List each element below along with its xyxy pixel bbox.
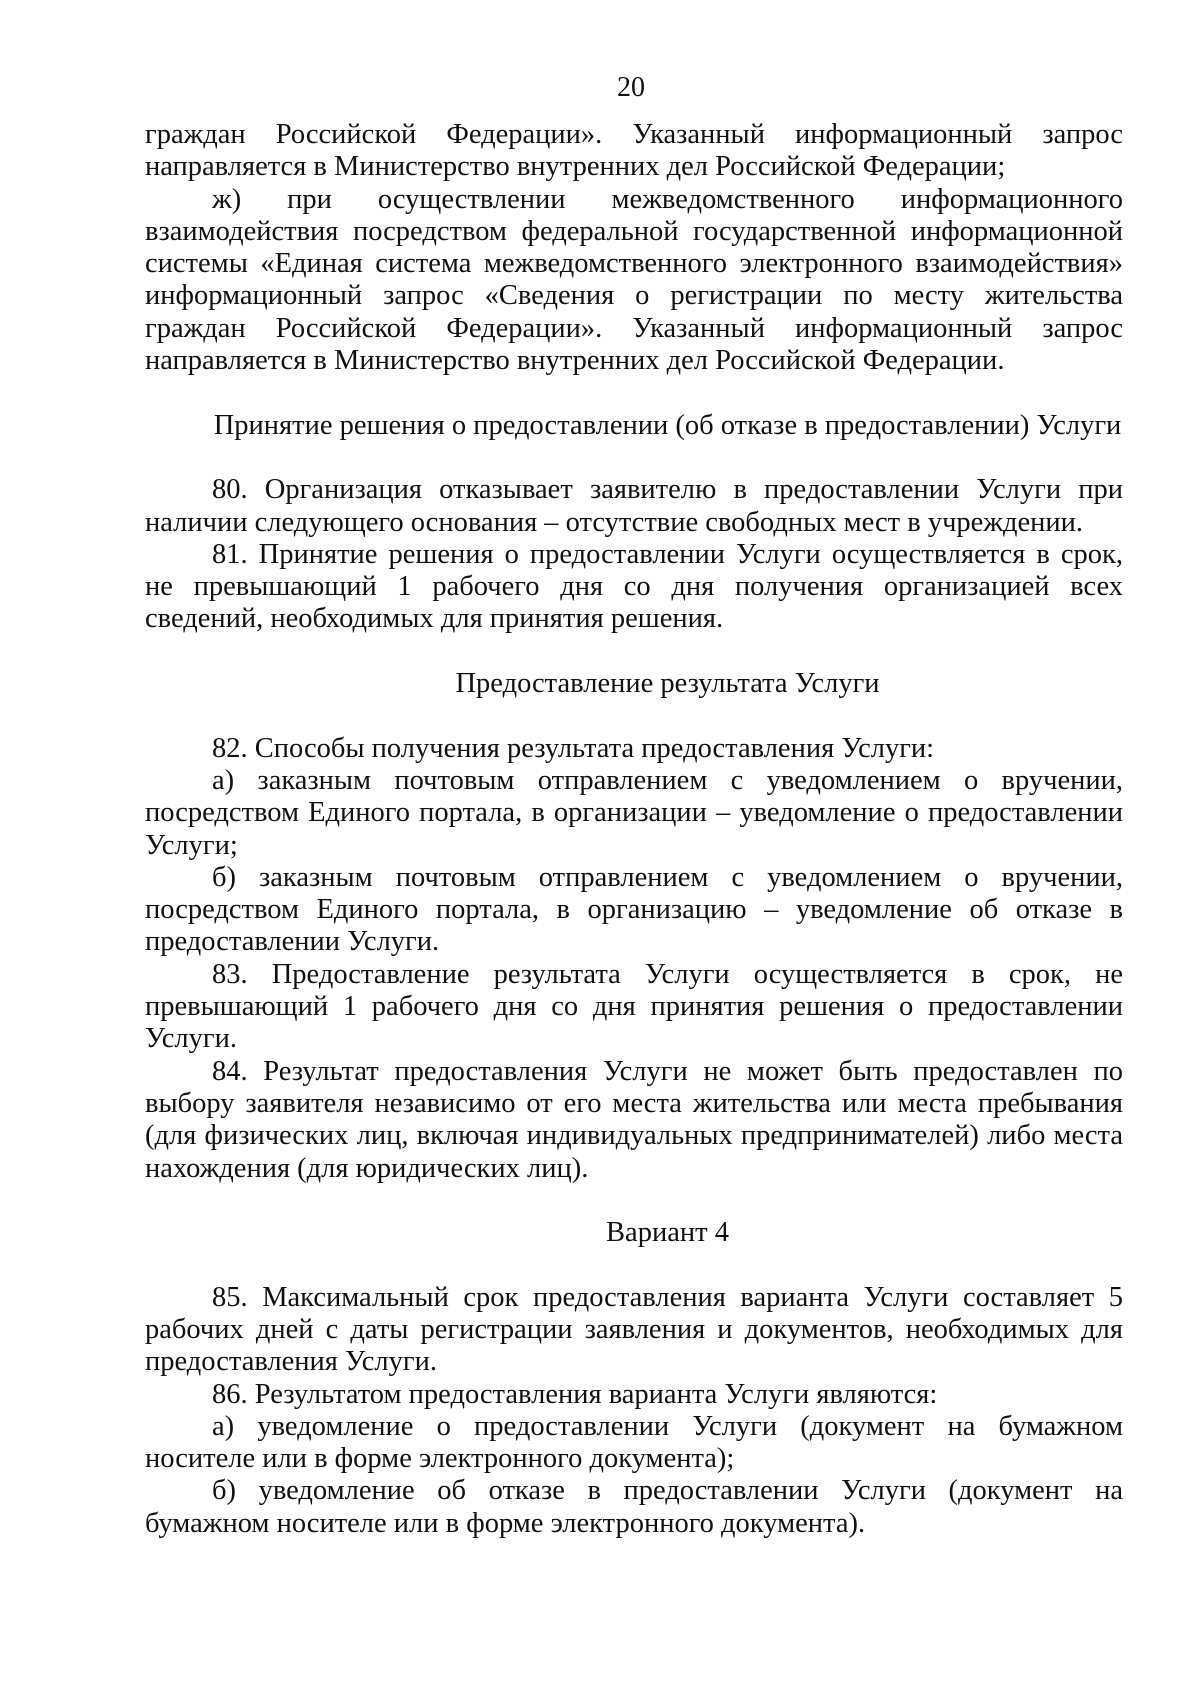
paragraph: 82. Способы получения результата предоставления Услуги: [212,732,935,764]
paragraph-spacer [145,442,1123,474]
paragraph: 81. Принятие решения о предоставлении Услуги осуществляется в срок, не превышающий 1 рабочего дня со дня получения организацией всех сведений, необходимых для принятия решения. [145,538,1123,635]
paragraph: а) уведомление о предоставлении Услуги (документ на бумажном носителе или в форме электронного документа); [145,1410,1123,1475]
paragraph: 83. Предоставление результата Услуги осуществляется в срок, не превышающий 1 рабочего дня со дня принятия решения о предоставлении Услуги. [145,958,1123,1055]
paragraph: 80. Организация отказывает заявителю в предоставлении Услуги при наличии следующего основания – отсутствие свободных мест в учреждении. [145,474,1123,538]
document-body [145,119,1123,1540]
paragraph-spacer [145,1249,1123,1281]
paragraph-spacer [145,636,1123,668]
paragraph-spacer [145,1185,1123,1217]
paragraph: ж) при осуществлении межведомственного информационного взаимодействия посредством федеральной государственной информационной системы «Единая система межведомственного электронного взаимодействия» информационный запрос «Сведения о регистрации по месту жительства граждан Российской Федерации». Указанный информационный запрос направляется в Министерство внутренних дел Российской Федерации. [145,183,1123,377]
paragraph: 86. Результатом предоставления варианта Услуги являются: [212,1378,938,1410]
paragraph: 84. Результат предоставления Услуги не может быть предоставлен по выбору заявителя независимо от его места жительства или места пребывания (для физических лиц, включая индивидуальных предпринимателей) либо места нахождения (для юридических лиц). [145,1055,1123,1184]
section-heading: Вариант 4 [606,1217,729,1249]
paragraph-spacer [145,377,1123,409]
paragraph: б) заказным почтовым отправлением с уведомлением о вручении, посредством Единого портала, в организацию – уведомление об отказе в предоставлении Услуги. [145,861,1123,958]
paragraph: 85. Максимальный срок предоставления варианта Услуги составляет 5 рабочих дней с даты регистрации заявления и документов, необходимых для предоставления Услуги. [145,1281,1123,1378]
paragraph-spacer [145,700,1123,732]
section-heading: Предоставление результата Услуги [455,668,880,700]
page-number: 20 [617,72,645,103]
section-heading: Принятие решения о предоставлении (об отказе в предоставлении) Услуги [213,409,1122,441]
paragraph: а) заказным почтовым отправлением с уведомлением о вручении, посредством Единого портала, в организации – уведомление о предоставлении Услуги; [145,764,1123,861]
paragraph-continuation: граждан Российской Федерации». Указанный информационный запрос направляется в Министерство внутренних дел Российской Федерации; [145,119,1123,183]
paragraph: б) уведомление об отказе в предоставлении Услуги (документ на бумажном носителе или в форме электронного документа). [145,1475,1123,1539]
